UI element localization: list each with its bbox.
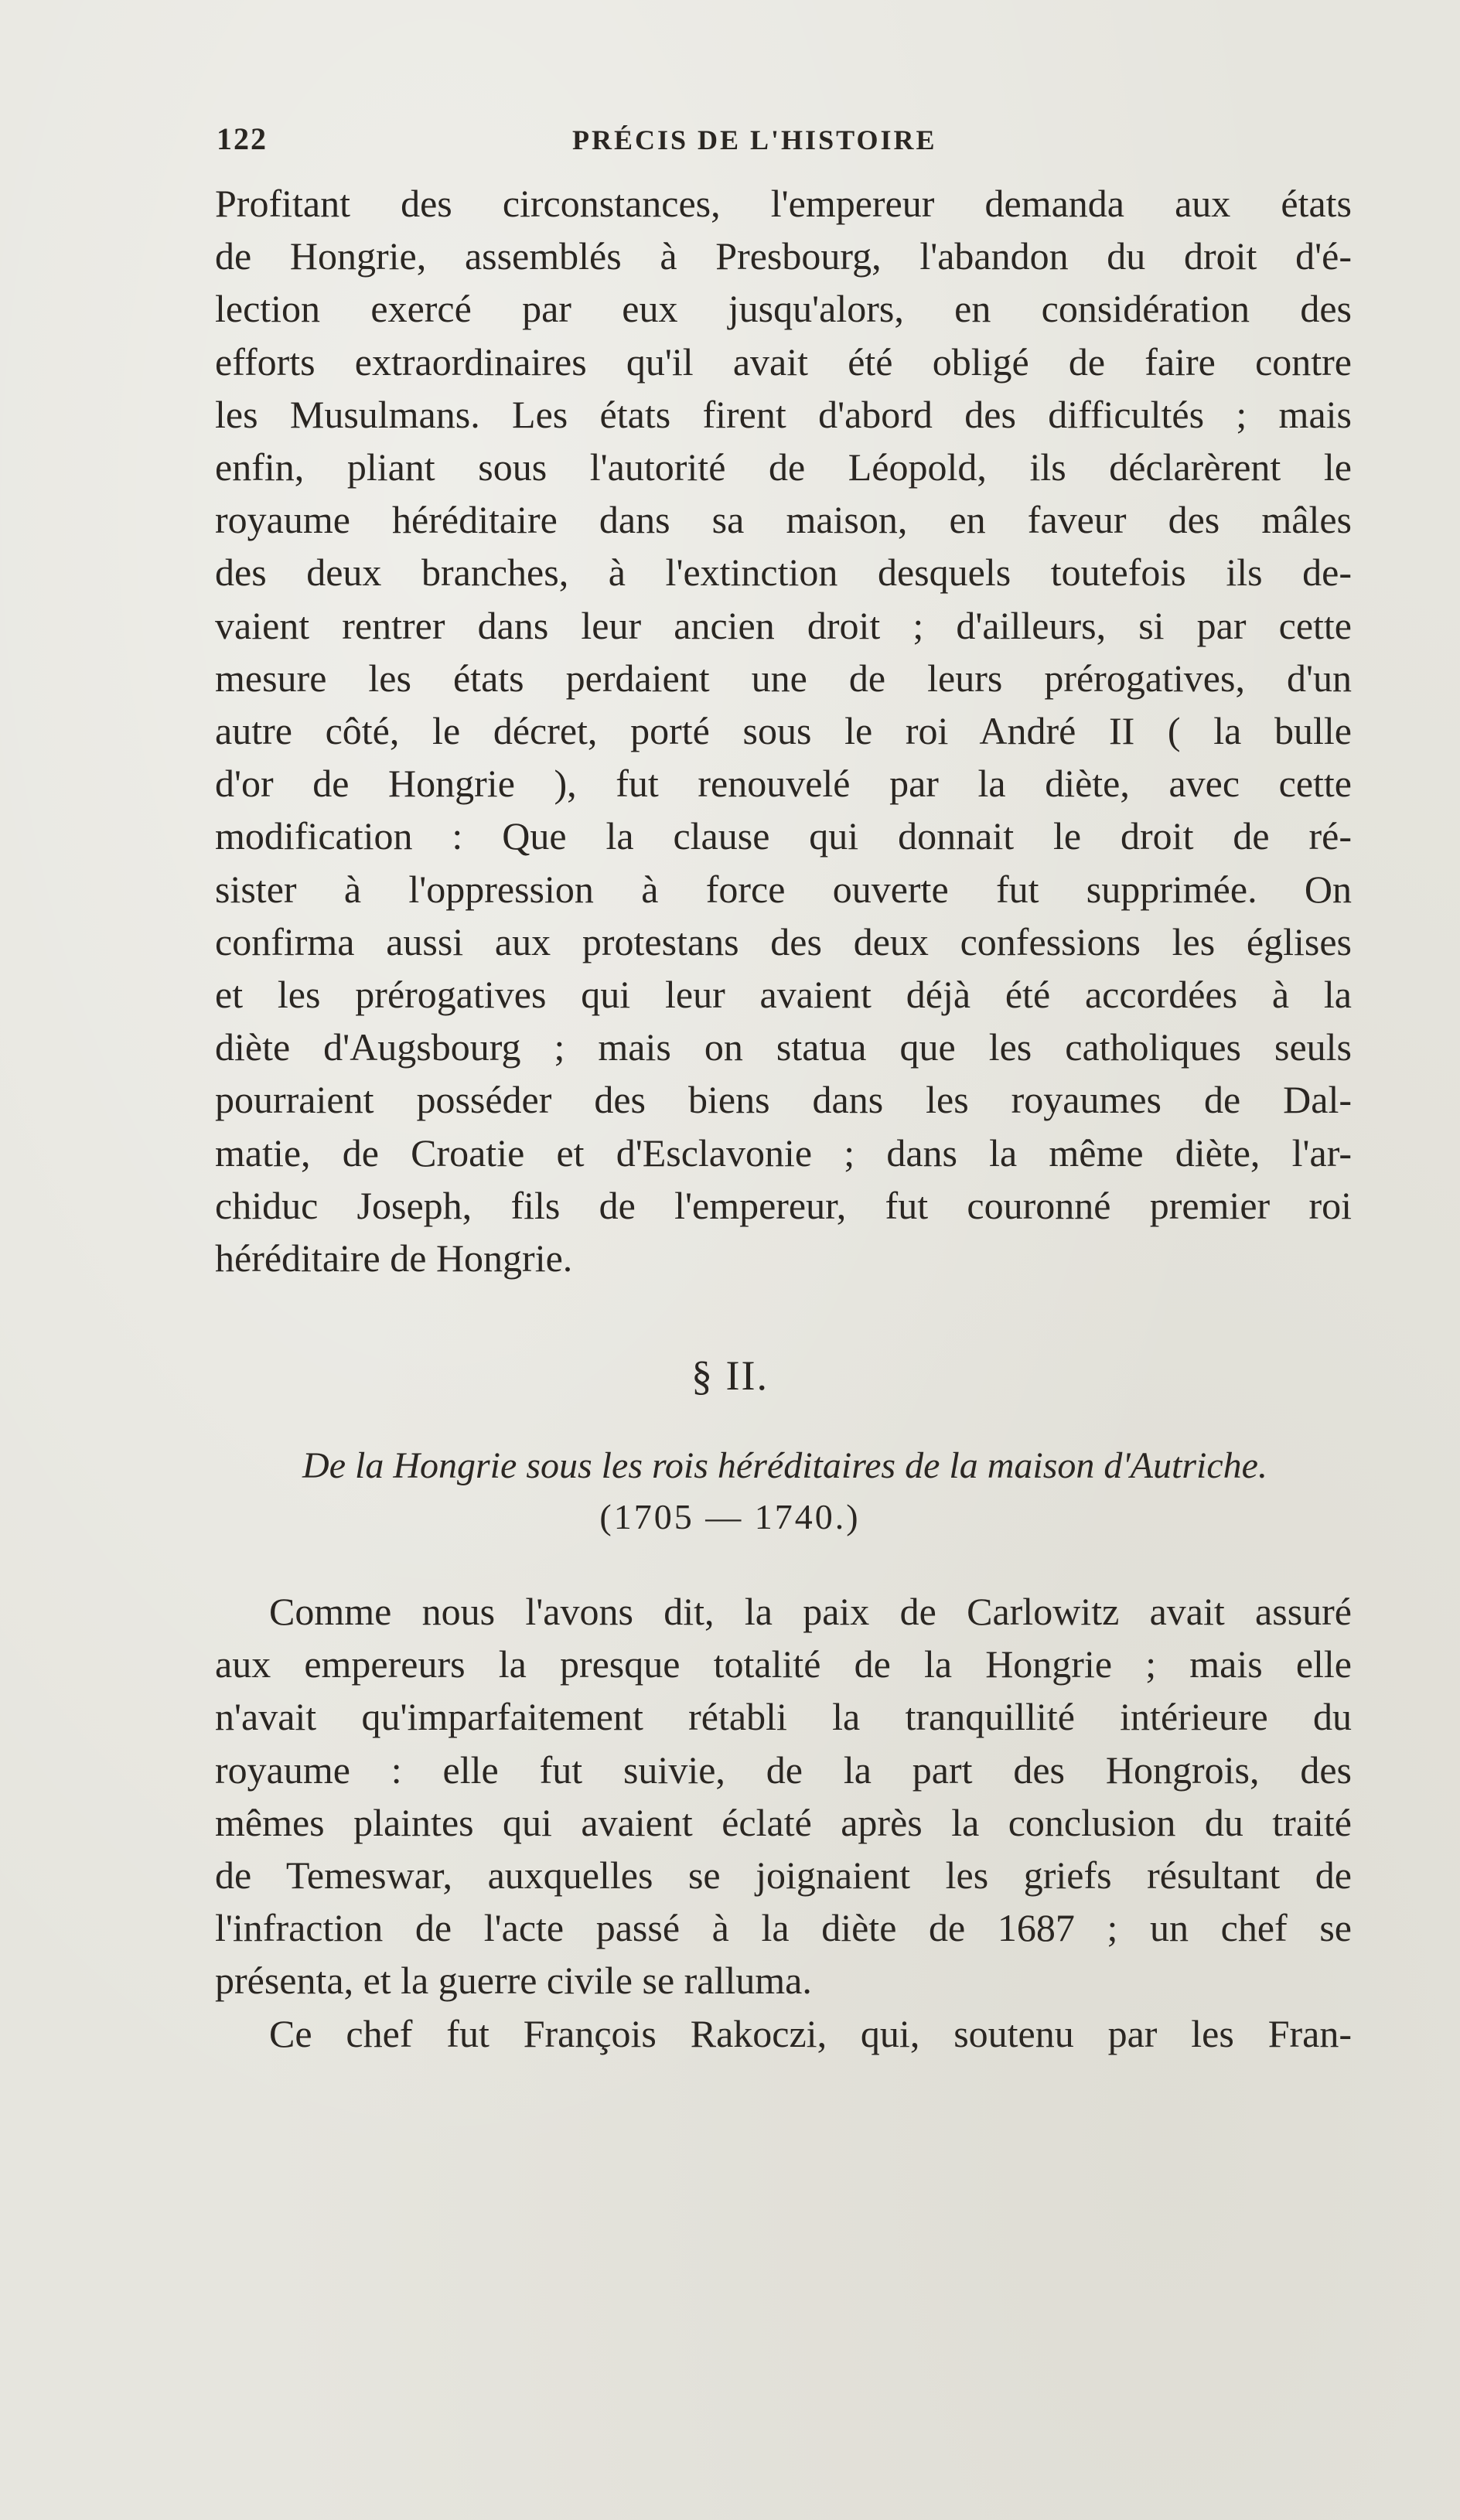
- text-line: Comme nous l'avons dit, la paix de Carlowitz avait assuré: [269, 1590, 1352, 1633]
- text-line: lection exercé par eux jusqu'alors, en considération des: [215, 287, 1352, 331]
- text-line: autre côté, le décret, porté sous le roi André II ( la bulle: [215, 709, 1352, 753]
- text-line: diète d'Augsbourg ; mais on statua que les catholiques seuls: [215, 1025, 1352, 1069]
- text-line: modification : Que la clause qui donnait le droit de ré-: [215, 814, 1352, 858]
- text-line: de Hongrie, assemblés à Presbourg, l'abandon du droit d'é-: [215, 234, 1352, 278]
- text-line: aux empereurs la presque totalité de la Hongrie ; mais elle: [215, 1642, 1352, 1686]
- text-line: mesure les états perdaient une de leurs prérogatives, d'un: [215, 656, 1352, 700]
- text-line: confirma aussi aux protestans des deux confessions les églises: [215, 919, 1352, 963]
- text-line: l'infraction de l'acte passé à la diète de 1687 ; un chef se: [215, 1906, 1352, 1950]
- section-subtitle: De la Hongrie sous les rois héréditaires de la maison d'Autriche.: [302, 1445, 1267, 1486]
- text-line: n'avait qu'imparfaitement rétabli la tranquillité intérieure du: [215, 1695, 1352, 1739]
- paragraph-2: [215, 1585, 1352, 2060]
- page-number: 122: [217, 121, 268, 156]
- text-line: chiduc Joseph, fils de l'empereur, fut couronné premier roi: [215, 1183, 1352, 1227]
- paragraph-1: [215, 177, 1352, 1284]
- running-head: [217, 121, 1346, 167]
- text-line: sister à l'oppression à force ouverte fut supprimée. On: [215, 867, 1352, 911]
- text-line: de Temeswar, auxquelles se joignaient les griefs résultant de: [215, 1853, 1352, 1898]
- text-line: Ce chef fut François Rakoczi, qui, soutenu par les Fran-: [269, 2011, 1352, 2055]
- text-line: héréditaire de Hongrie.: [215, 1236, 573, 1280]
- section-heading: § II.: [691, 1352, 769, 1399]
- text-line: royaume : elle fut suivie, de la part des Hongrois, des: [215, 1748, 1352, 1792]
- running-title: PRÉCIS DE L'HISTOIRE: [572, 124, 937, 155]
- section-dates: (1705 — 1740.): [599, 1497, 861, 1536]
- text-line: mêmes plaintes qui avaient éclaté après la conclusion du traité: [215, 1800, 1352, 1844]
- text-line: vaient rentrer dans leur ancien droit ; d'ailleurs, si par cette: [215, 603, 1352, 647]
- text-line: efforts extraordinaires qu'il avait été obligé de faire contre: [215, 339, 1352, 384]
- text-line: Profitant des circonstances, l'empereur demanda aux états: [215, 182, 1352, 225]
- text-line: présenta, et la guerre civile se ralluma.: [215, 1959, 812, 2003]
- text-line: enfin, pliant sous l'autorité de Léopold, ils déclarèrent le: [215, 445, 1352, 489]
- text-line: matie, de Croatie et d'Esclavonie ; dans la même diète, l'ar-: [215, 1130, 1352, 1175]
- text-line: et les prérogatives qui leur avaient déjà été accordées à la: [215, 973, 1352, 1017]
- text-line: d'or de Hongrie ), fut renouvelé par la diète, avec cette: [215, 762, 1352, 806]
- text-line: les Musulmans. Les états firent d'abord des difficultés ; mais: [215, 392, 1352, 436]
- text-line: pourraient posséder des biens dans les royaumes de Dal-: [215, 1078, 1352, 1122]
- text-line: royaume héréditaire dans sa maison, en faveur des mâles: [215, 498, 1352, 542]
- text-line: des deux branches, à l'extinction desquels toutefois ils de-: [215, 551, 1352, 595]
